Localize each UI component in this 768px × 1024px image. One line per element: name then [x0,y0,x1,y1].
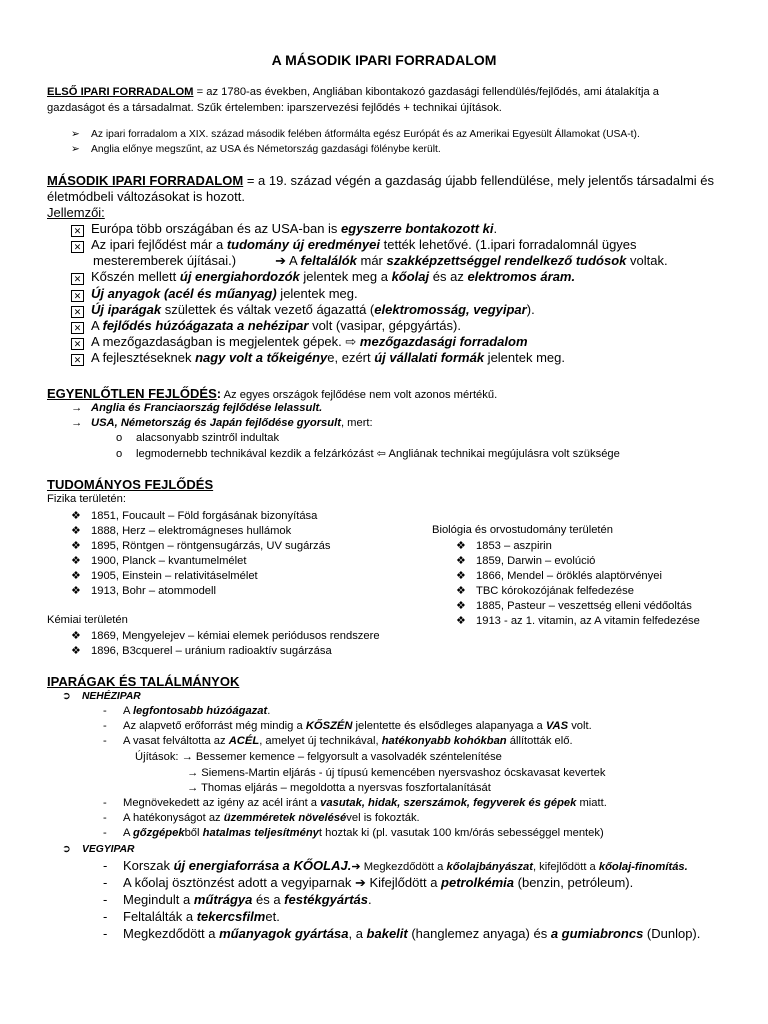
page-title: A MÁSODIK IPARI FORRADALOM [271,52,497,68]
diamond-bullet-icon: ❖ [71,645,82,657]
heavy-item: - A hatékonyságot az üzemméretek növelésével is fokozták. [103,812,420,824]
dash-bullet-icon: - [103,705,107,717]
dash-bullet-icon: - [103,892,108,907]
second-rev-definition-cont: életmódbeli változásokat is hozott. [47,189,245,204]
right-arrow-icon: ➔ [351,861,361,873]
feature-item: ✕ Új iparágak születtek és váltak vezető ágazattá (elektromosság, vegyipar). [71,302,535,318]
feature-item: ✕ A mezőgazdaságban is megjelentek gépek. ⇨ mezőgazdasági forradalom [71,334,528,350]
right-arrow-icon: ⇨ [345,334,357,349]
diamond-bullet-icon: ❖ [456,570,467,582]
checkbox-x-icon: ✕ [71,306,84,318]
checkbox-x-icon: ✕ [71,273,84,285]
right-arrow-icon: ➔ [354,875,366,890]
physics-item: ❖ 1905, Einstein – relativitáselmélet [71,570,258,582]
chemistry-label: Kémiai területén [47,614,128,626]
physics-item: ❖ 1888, Herz – elektromágneses hullámok [71,525,292,537]
dash-bullet-icon: - [103,875,108,890]
uneven-item: → USA, Németország és Japán fejlődése gyorsult, mert: [71,417,373,429]
biology-item: ❖ TBC kórokozójának felfedezése [456,585,634,597]
physics-label: Fizika területén: [47,493,126,505]
heavy-item: - A gőzgépekből hatalmas teljesítményt hoztak ki (pl. vasutak 100 km/órás sebességgel mentek) [103,827,604,839]
second-rev-heading: MÁSODIK IPARI FORRADALOM [47,173,244,188]
checkbox-x-icon: ✕ [71,322,84,334]
arrow-right-icon: → [187,782,199,794]
biology-label: Biológia és orvostudomány területén [432,524,613,536]
hook-arrow-icon: ➲ [62,844,71,855]
uneven-item: → Anglia és Franciaország fejlődése lelassult. [71,402,323,414]
innovation-item: → Siemens-Martin eljárás - új típusú kemencében nyersvashoz ócskavasat kevertek [187,767,606,779]
hook-arrow-icon: ➲ [62,691,71,702]
second-rev-definition: MÁSODIK IPARI FORRADALOM = a 19. század végén a gazdaság újabb fellendülése, mely jelentős társadalmi és [47,173,715,188]
feature-item: ✕ Kőszén mellett új energiahordozók jelentek meg a kőolaj és az elektromos áram. [71,269,575,285]
dash-bullet-icon: - [103,735,107,747]
chemistry-item: ❖ 1896, B3cquerel – uránium radioaktív sugárzása [71,645,332,657]
first-rev-definition: ELSŐ IPARI FORRADALOM = az 1780-as években, Angliában kibontakozó gazdasági fellendülés/fejlődés, ami átalakítja a [47,86,660,98]
right-arrow-icon: ➔ [275,253,287,268]
science-heading: TUDOMÁNYOS FEJLŐDÉS [47,477,214,492]
feature-item: ✕ Új anyagok (acél és műanyag) jelentek meg. [71,286,358,302]
diamond-bullet-icon: ❖ [456,600,467,612]
feature-item: ✕ A fejlődés húzóágazata a nehézipar volt (vasipar, gépgyártás). [71,318,461,334]
diamond-bullet-icon: ❖ [456,615,467,627]
checkbox-x-icon: ✕ [71,338,84,350]
uneven-heading-line: EGYENLŐTLEN FEJLŐDÉS: Az egyes országok fejlődése nem volt azonos mértékű. [47,386,498,401]
innovation-item: Újítások: → Bessemer kemence – felgyorsult a vasolvadék széntelenítése [135,751,502,763]
dash-bullet-icon: - [103,909,108,924]
biology-item: ❖ 1885, Pasteur – veszettség elleni védőoltás [456,600,692,612]
circle-bullet-icon: o [116,448,123,460]
heavy-item: - A vasat felváltotta az ACÉL, amelyet új technikával, hatékonyabb kohókban állították elő. [103,735,573,747]
dash-bullet-icon: - [103,812,107,824]
feature-item: ✕ Az ipari fejlődést már a tudomány új eredményei tették lehetővé. (1.ipari forradalomnál ügyes [71,237,637,253]
diamond-bullet-icon: ❖ [71,585,82,597]
checkbox-x-icon: ✕ [71,225,84,237]
diamond-bullet-icon: ❖ [456,585,467,597]
arrow-right-icon: → [71,402,83,414]
uneven-subitem: o alacsonyabb szintről indultak [116,432,280,444]
arrow-right-icon: → [181,751,193,763]
biology-item: ❖ 1853 – aszpirin [456,540,552,552]
chemical-item: - A kőolaj ösztönzést adott a vegyiparnak ➔ Kifejlődött a petrolkémia (benzin, petróleum). [103,875,634,890]
industries-heading: IPARÁGAK ÉS TALÁLMÁNYOK [47,674,240,689]
arrow-bullet-icon: ➢ [71,129,80,140]
chemical-item: - Feltalálták a tekercsfilmet. [103,909,280,924]
diamond-bullet-icon: ❖ [71,510,82,522]
diamond-bullet-icon: ❖ [456,540,467,552]
heavy-industry-label: ➲ NEHÉZIPAR [62,691,141,702]
heavy-item: - A legfontosabb húzóágazat. [103,705,271,717]
heavy-item: - Megnövekedett az igény az acél iránt a vasutak, hidak, szerszámok, fegyverek és gépek miatt. [103,797,607,809]
feature-item: ✕ Európa több országában és az USA-ban is egyszerre bontakozott ki. [71,221,497,237]
dash-bullet-icon: - [103,926,108,941]
physics-item: ❖ 1913, Bohr – atommodell [71,585,217,597]
uneven-heading: EGYENLŐTLEN FEJLŐDÉS [47,386,217,401]
heavy-item: - Az alapvető erőforrást még mindig a KŐSZÉN jelentette és elsődleges alapanyaga a VAS volt. [103,720,592,732]
checkbox-x-icon: ✕ [71,354,84,366]
dash-bullet-icon: - [103,858,108,873]
dash-bullet-icon: - [103,720,107,732]
biology-item: ❖ 1859, Darwin – evolúció [456,555,596,567]
uneven-subitem: o legmodernebb technikával kezdik a felzárkózást ⇦ Angliának technikai megújulásra volt szüksége [116,448,620,460]
left-arrow-icon: ⇦ [376,448,387,460]
features-label: Jellemzői: [47,205,105,220]
biology-item: ❖ 1866, Mendel – öröklés alaptörvényei [456,570,662,582]
chemical-industry-label: ➲ VEGYIPAR [62,844,135,855]
chemical-item: - Megindult a műtrágya és a festékgyártás. [103,892,372,907]
diamond-bullet-icon: ❖ [456,555,467,567]
arrow-right-icon: → [71,417,83,429]
checkbox-x-icon: ✕ [71,290,84,302]
physics-item: ❖ 1851, Foucault – Föld forgásának bizonyítása [71,510,318,522]
diamond-bullet-icon: ❖ [71,555,82,567]
first-rev-bullet: ➢ Az ipari forradalom a XIX. század második felében átformálta egész Európát és az Amerikai Egyesült Államokat (USA-t). [71,129,640,140]
biology-item: ❖ 1913 - az 1. vitamin, az A vitamin felfedezése [456,615,700,627]
chemical-item: - Megkezdődött a műanyagok gyártása, a bakelit (hanglemez anyaga) és a gumiabroncs (Dunlop). [103,926,701,941]
chemical-item: - Korszak új energiaforrása a KŐOLAJ.➔ Megkezdődött a kőolajbányászat, kifejlődött a kőolaj-finomítás. [103,858,688,873]
circle-bullet-icon: o [116,432,123,444]
dash-bullet-icon: - [103,797,107,809]
first-rev-definition-cont: gazdaságot és a társadalmat. Szűk értelemben: iparszervezési fejlődés + technikai újítások. [47,102,502,114]
physics-item: ❖ 1895, Röntgen – röntgensugárzás, UV sugárzás [71,540,331,552]
chemistry-item: ❖ 1869, Mengyelejev – kémiai elemek periódusos rendszere [71,630,380,642]
innovation-item: → Thomas eljárás – megoldotta a nyersvas foszfortalanítását [187,782,491,794]
arrow-right-icon: → [187,767,199,779]
diamond-bullet-icon: ❖ [71,630,82,642]
arrow-bullet-icon: ➢ [71,144,80,155]
dash-bullet-icon: - [103,827,107,839]
diamond-bullet-icon: ❖ [71,540,82,552]
feature-item-cont: mesteremberek újításai.) ➔ A feltalálók már szakképzettséggel rendelkező tudósok voltak. [93,253,668,268]
first-rev-heading: ELSŐ IPARI FORRADALOM [47,86,194,98]
feature-item: ✕ A fejlesztéseknek nagy volt a tőkeigénye, ezért új vállalati formák jelentek meg. [71,350,565,366]
diamond-bullet-icon: ❖ [71,525,82,537]
checkbox-x-icon: ✕ [71,241,84,253]
diamond-bullet-icon: ❖ [71,570,82,582]
physics-item: ❖ 1900, Planck – kvantumelmélet [71,555,247,567]
first-rev-bullet: ➢ Anglia előnye megszűnt, az USA és Németország gazdasági fölénybe került. [71,144,441,155]
